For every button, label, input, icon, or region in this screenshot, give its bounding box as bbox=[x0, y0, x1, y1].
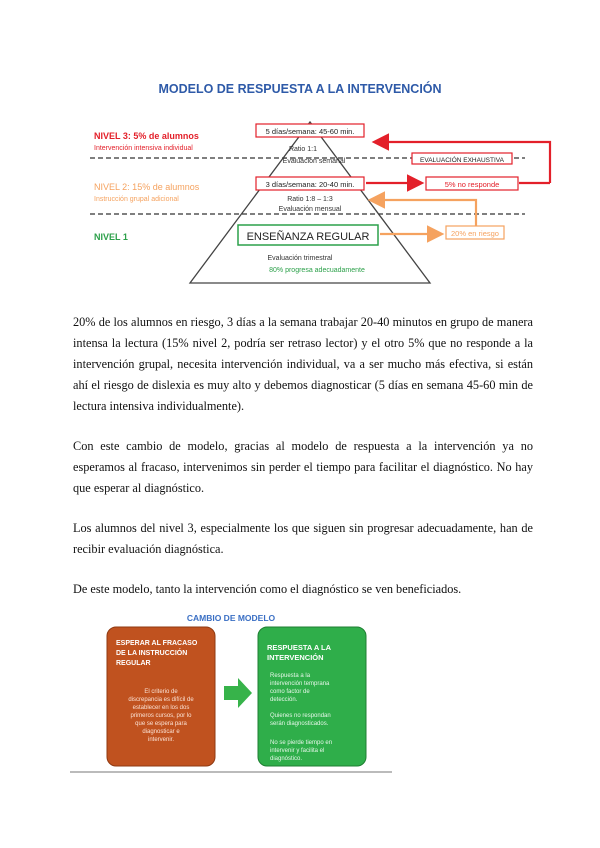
paragraph-benefit: De este modelo, tanto la intervención como el diagnóstico se ven beneficiados. bbox=[73, 582, 462, 596]
base-box-text: ENSEÑANZA REGULAR bbox=[246, 231, 370, 243]
rti-model-figure bbox=[0, 0, 600, 300]
wait-body-line: establecer en los dos bbox=[132, 705, 190, 711]
wait-body-line: intervenir. bbox=[147, 737, 175, 743]
rti-body-line: intervención temprana bbox=[270, 681, 330, 687]
no-responde-text: 5% no responde bbox=[444, 180, 500, 189]
rti-body-line: serán diagnosticados. bbox=[270, 721, 329, 727]
rti-body-line: No se pierde tiempo en bbox=[270, 740, 333, 746]
eval-mid: Evaluación mensual bbox=[278, 206, 342, 213]
rti-body-line: diagnóstico. bbox=[270, 756, 303, 762]
ratio-top: Ratio 1:1 bbox=[288, 146, 318, 153]
paragraph-risk: 20% de los alumnos en riesgo, 3 días a la semana trabajar 20-40 minutos en grupo de manera intensa la lectura (15% nivel 2, podría ser retraso lector) y el otro 5% que no responde a la intervención grupal, necesita intervención individual, va a ser mucho más efectiva, si están ahí el riesgo de dislexia es muy alto y debemos diagnosticar (5 días en semana 45-60 min de lectura intensiva individualmente). bbox=[73, 315, 533, 413]
eval-top: Evaluación semanal bbox=[282, 158, 346, 165]
progress-base: 80% progresa adecuadamente bbox=[269, 267, 365, 274]
rti-body-line: Respuesta a la bbox=[270, 673, 311, 679]
level2-label: NIVEL 2: 15% de alumnos bbox=[94, 182, 200, 192]
arrow-orange-up bbox=[372, 200, 476, 226]
ratio-mid: Ratio 1:8 – 1:3 bbox=[287, 196, 333, 203]
eval-exhaustive-text: EVALUACIÓN EXHAUSTIVA bbox=[420, 157, 504, 164]
arrow-right-icon bbox=[224, 678, 252, 708]
rti-body-line: Quienes no respondan bbox=[270, 713, 331, 719]
en-riesgo-text: 20% en riesgo bbox=[451, 229, 499, 238]
rti-heading-2: INTERVENCIÓN bbox=[267, 653, 324, 662]
figure1-title: MODELO DE RESPUESTA A LA INTERVENCIÓN bbox=[158, 82, 442, 96]
wait-body-line: diagnosticar e bbox=[142, 729, 180, 735]
wait-body-line: que se espera para bbox=[135, 721, 187, 727]
level3-label: NIVEL 3: 5% de alumnos bbox=[94, 131, 199, 141]
rti-body-line: detección. bbox=[270, 697, 298, 703]
paragraph-model-change: Con este cambio de modelo, gracias al modelo de respuesta a la intervención ya no esperamos al fracaso, intervenimos sin perder el tiempo para facilitar el diagnóstico. No hay que esperar al diagnóstico. bbox=[73, 439, 533, 495]
paragraph-level3: Los alumnos del nivel 3, especialmente los que siguen sin progresar adecuadamente, han de recibir evaluación diagnóstica. bbox=[73, 521, 533, 556]
top-schedule-text: 5 días/semana: 45-60 min. bbox=[265, 127, 355, 136]
level1-label: NIVEL 1 bbox=[94, 232, 128, 242]
wait-body-line: El criterio de bbox=[144, 689, 178, 695]
level2-sublabel: Instrucción grupal adicional bbox=[94, 196, 179, 203]
wait-body-line: primeros cursos, por lo bbox=[130, 713, 192, 719]
eval-base: Evaluación trimestral bbox=[267, 255, 333, 262]
rti-body-line: intervenir y facilita el bbox=[270, 748, 325, 754]
rti-heading-1: RESPUESTA A LA bbox=[267, 643, 332, 652]
wait-heading-1: ESPERAR AL FRACASO bbox=[116, 640, 198, 647]
rti-body-line: como factor de bbox=[270, 689, 310, 695]
figure2-title: CAMBIO DE MODELO bbox=[186, 613, 276, 623]
model-change-figure bbox=[0, 600, 600, 790]
wait-heading-3: REGULAR bbox=[116, 660, 151, 667]
wait-heading-2: DE LA INSTRUCCIÓN bbox=[116, 650, 188, 657]
mid-schedule-text: 3 días/semana: 20-40 min. bbox=[265, 180, 355, 189]
level3-sublabel: Intervención intensiva individual bbox=[94, 145, 193, 152]
wait-body-line: discrepancia es difícil de bbox=[128, 697, 194, 703]
